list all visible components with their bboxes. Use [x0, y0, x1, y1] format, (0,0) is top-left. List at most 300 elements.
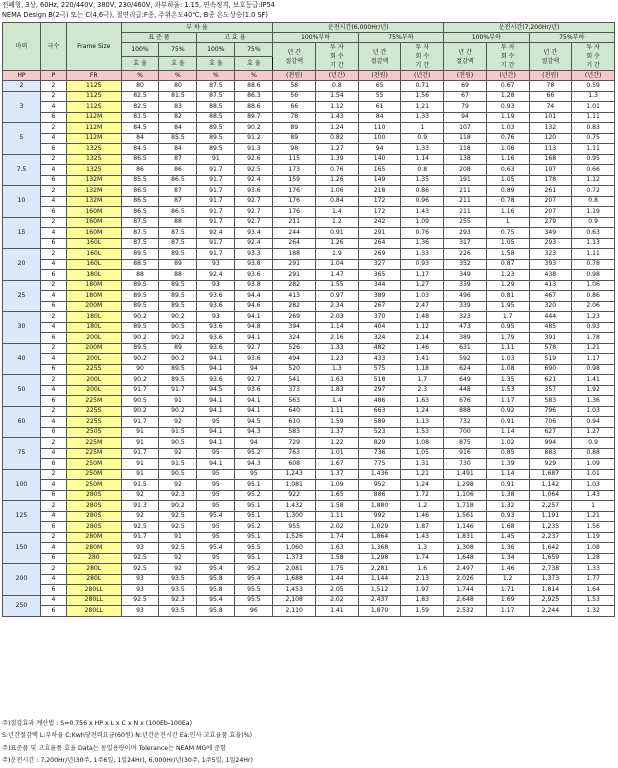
saving-cell: 485: [529, 322, 572, 333]
saving-cell: 61: [358, 102, 401, 113]
efficiency-cell: 92.3: [159, 490, 197, 501]
col-op6000-header: 운전시간(6,000Hr/년): [273, 23, 444, 33]
efficiency-cell: 91.7: [197, 165, 235, 176]
efficiency-cell: 93: [197, 259, 235, 270]
efficiency-cell: 93.6: [197, 301, 235, 312]
pole-cell: 6: [40, 333, 66, 344]
payback-cell: 2.13: [401, 574, 444, 585]
unit-year: (년간): [401, 71, 444, 81]
frame-cell: 132S: [67, 165, 122, 176]
payback-cell: 2.05: [316, 585, 359, 596]
payback-cell: 1.95: [486, 301, 529, 312]
payback-cell: 0.86: [572, 291, 615, 302]
efficiency-cell: 94.6: [235, 301, 273, 312]
saving-cell: 320: [529, 301, 572, 312]
payback-cell: 1.69: [486, 595, 529, 606]
saving-cell: 1,432: [273, 501, 316, 512]
frame-cell: 200M: [67, 343, 122, 354]
efficiency-cell: 85.5: [159, 133, 197, 144]
efficiency-cell: 95.4: [235, 574, 273, 585]
saving-cell: 1,648: [444, 553, 487, 564]
payback-cell: 1.11: [316, 406, 359, 417]
efficiency-cell: 95: [197, 480, 235, 491]
efficiency-cell: 87.5: [159, 238, 197, 249]
saving-cell: 1,659: [529, 553, 572, 564]
payback-cell: 1.54: [316, 91, 359, 102]
saving-cell: 323: [529, 249, 572, 260]
table-row: [3, 574, 615, 585]
payback-cell: 1.63: [316, 543, 359, 554]
unit-pct: %: [235, 71, 273, 81]
pole-cell: 2: [40, 280, 66, 291]
efficiency-cell: 94.1: [235, 396, 273, 407]
frame-cell: 280LL: [67, 595, 122, 606]
pole-cell: 2: [40, 123, 66, 134]
saving-cell: 404: [358, 322, 401, 333]
saving-cell: 518: [358, 375, 401, 386]
saving-cell: 1,298: [444, 480, 487, 491]
efficiency-cell: 89.5: [159, 291, 197, 302]
efficiency-cell: 81.5: [121, 112, 159, 123]
frame-cell: 160M: [67, 217, 122, 228]
saving-cell: 394: [273, 322, 316, 333]
payback-cell: 0.76: [486, 133, 529, 144]
efficiency-cell: 86.5: [121, 196, 159, 207]
efficiency-cell: 95.8: [197, 585, 235, 596]
unit-hp: HP: [3, 71, 41, 81]
efficiency-cell: 93.6: [235, 270, 273, 281]
payback-cell: 1.33: [401, 144, 444, 155]
payback-cell: 1.22: [316, 438, 359, 449]
payback-cell: 1.48: [401, 312, 444, 323]
saving-cell: 389: [358, 291, 401, 302]
efficiency-cell: 89.5: [159, 364, 197, 375]
table-row: [3, 522, 615, 533]
efficiency-cell: 95.1: [235, 480, 273, 491]
table-row: [3, 165, 615, 176]
saving-cell: 621: [529, 375, 572, 386]
efficiency-cell: 86: [121, 165, 159, 176]
saving-cell: 323: [444, 312, 487, 323]
frame-cell: 280LL: [67, 606, 122, 617]
saving-cell: 1,814: [529, 585, 572, 596]
efficiency-cell: 93: [121, 585, 159, 596]
efficiency-cell: 94.1: [197, 364, 235, 375]
payback-cell: 0.67: [486, 81, 529, 92]
hp-cell: 25: [3, 280, 41, 312]
table-row: [3, 186, 615, 197]
pole-cell: 6: [40, 144, 66, 155]
table-row: [3, 480, 615, 491]
payback-cell: 0.9: [401, 133, 444, 144]
efficiency-cell: 89: [159, 259, 197, 270]
efficiency-cell: 91.7: [121, 448, 159, 459]
hp-cell: 125: [3, 501, 41, 533]
saving-cell: 2,081: [273, 564, 316, 575]
saving-cell: 176: [273, 186, 316, 197]
payback-cell: 1.06: [316, 186, 359, 197]
payback-cell: 1.01: [316, 448, 359, 459]
efficiency-cell: 92.5: [121, 564, 159, 575]
payback-cell: 2.06: [572, 301, 615, 312]
payback-cell: 0.63: [572, 228, 615, 239]
payback-cell: 1.37: [316, 469, 359, 480]
payback-cell: 1.26: [316, 175, 359, 186]
frame-cell: 180M: [67, 291, 122, 302]
eff-label: 효 율: [197, 57, 235, 71]
saving-cell: 486: [358, 396, 401, 407]
payback-cell: 1.12: [401, 322, 444, 333]
saving-cell: 65: [358, 81, 401, 92]
hp-cell: 50: [3, 375, 41, 407]
hp-cell: 100: [3, 469, 41, 501]
payback-cell: 0.8: [572, 196, 615, 207]
saving-cell: 523: [358, 427, 401, 438]
saving-cell: 2,497: [444, 564, 487, 575]
pole-cell: 2: [40, 564, 66, 575]
saving-cell: 389: [444, 333, 487, 344]
hp-cell: 250: [3, 595, 41, 616]
hp-cell: 30: [3, 312, 41, 344]
unit-year: (년간): [486, 71, 529, 81]
saving-cell: 244: [273, 228, 316, 239]
payback-cell: 1.33: [401, 249, 444, 260]
efficiency-cell: 93: [197, 280, 235, 291]
efficiency-cell: 90.2: [159, 333, 197, 344]
efficiency-cell: 89.5: [159, 249, 197, 260]
payback-cell: 1.13: [572, 238, 615, 249]
efficiency-cell: 89.5: [121, 301, 159, 312]
pole-cell: 2: [40, 343, 66, 354]
payback-cell: 0.92: [486, 406, 529, 417]
saving-cell: 211: [444, 196, 487, 207]
saving-cell: 888: [444, 406, 487, 417]
saving-cell: 994: [529, 438, 572, 449]
efficiency-cell: 86.3: [235, 91, 273, 102]
efficiency-cell: 95: [197, 522, 235, 533]
payback-cell: 0.87: [486, 259, 529, 270]
efficiency-cell: 91: [121, 459, 159, 470]
saving-cell: 149: [358, 175, 401, 186]
pole-cell: 4: [40, 417, 66, 428]
saving-cell: 1,526: [273, 532, 316, 543]
payback-cell: 1.39: [486, 459, 529, 470]
payback-cell: 1.12: [572, 175, 615, 186]
payback-cell: 0.93: [401, 259, 444, 270]
saving-cell: 89: [273, 133, 316, 144]
pole-cell: 4: [40, 354, 66, 365]
saving-cell: 66: [529, 91, 572, 102]
saving-header: 년 간 절감액: [529, 43, 572, 71]
payback-cell: 1.46: [401, 343, 444, 354]
efficiency-cell: 95.1: [235, 501, 273, 512]
saving-cell: 482: [358, 343, 401, 354]
payback-cell: 0.78: [486, 196, 529, 207]
efficiency-cell: 92.5: [159, 511, 197, 522]
frame-cell: 280S: [67, 511, 122, 522]
table-row: [3, 228, 615, 239]
saving-cell: 1,308: [444, 543, 487, 554]
payback-cell: 1.9: [316, 249, 359, 260]
saving-cell: 107: [444, 123, 487, 134]
efficiency-cell: 94.1: [197, 438, 235, 449]
frame-cell: 225S: [67, 417, 122, 428]
efficiency-cell: 90: [121, 364, 159, 375]
saving-cell: 519: [529, 354, 572, 365]
frame-cell: 225S: [67, 364, 122, 375]
efficiency-cell: 90.2: [121, 375, 159, 386]
frame-cell: 250S: [67, 427, 122, 438]
saving-cell: 929: [529, 459, 572, 470]
payback-cell: 1.09: [316, 480, 359, 491]
pole-cell: 4: [40, 259, 66, 270]
efficiency-cell: 92.5: [121, 553, 159, 564]
spec-line-2: NEMA Design B(2극) 또는 C(4,6극), 절연리급:F종, 주위온도40℃, B종 온도상승(1.0 SF): [2, 11, 268, 19]
payback-cell: 2.3: [401, 385, 444, 396]
efficiency-cell: 93.6: [197, 291, 235, 302]
col-frame-header: Frame Size: [67, 23, 122, 71]
saving-cell: 1,491: [444, 469, 487, 480]
saving-cell: 992: [358, 511, 401, 522]
saving-cell: 1,235: [529, 522, 572, 533]
payback-cell: 1.14: [486, 427, 529, 438]
table-row: [3, 438, 615, 449]
table-row: [3, 375, 615, 386]
efficiency-cell: 94.3: [235, 459, 273, 470]
table-row: [3, 417, 615, 428]
efficiency-cell: 80: [159, 81, 197, 92]
frame-cell: 160M: [67, 228, 122, 239]
saving-header: 년 간 절감액: [444, 43, 487, 71]
efficiency-cell: 90.5: [121, 396, 159, 407]
saving-cell: 1,029: [358, 522, 401, 533]
payback-cell: 0.96: [401, 196, 444, 207]
pole-cell: 2: [40, 154, 66, 165]
efficiency-cell: 93.6: [235, 385, 273, 396]
efficiency-cell: 91: [159, 532, 197, 543]
saving-cell: 197: [529, 165, 572, 176]
saving-cell: 207: [529, 207, 572, 218]
efficiency-cell: 91.7: [159, 385, 197, 396]
unit-won: (천원): [358, 71, 401, 81]
table-row: [3, 385, 615, 396]
pole-cell: 2: [40, 532, 66, 543]
efficiency-cell: 89.5: [159, 301, 197, 312]
pole-cell: 4: [40, 574, 66, 585]
efficiency-cell: 89.5: [121, 322, 159, 333]
table-row: [3, 364, 615, 375]
payback-cell: 1.41: [572, 375, 615, 386]
payback-cell: 1.37: [316, 427, 359, 438]
table-row: [3, 501, 615, 512]
saving-cell: 2,437: [358, 595, 401, 606]
table-body: [3, 81, 615, 617]
saving-cell: 729: [273, 438, 316, 449]
saving-cell: 448: [444, 385, 487, 396]
saving-cell: 1,512: [358, 585, 401, 596]
payback-cell: 1.43: [316, 112, 359, 123]
saving-cell: 211: [444, 186, 487, 197]
efficiency-cell: 93: [197, 312, 235, 323]
saving-cell: 138: [444, 154, 487, 165]
saving-cell: 1,687: [529, 469, 572, 480]
payback-cell: 1.32: [486, 501, 529, 512]
efficiency-cell: 92.4: [235, 238, 273, 249]
saving-cell: 56: [273, 91, 316, 102]
saving-cell: 2,257: [529, 501, 572, 512]
eff-label: 효 율: [159, 57, 197, 71]
payback-cell: 1.3: [572, 91, 615, 102]
payback-cell: 1.43: [401, 207, 444, 218]
efficiency-cell: 95.8: [197, 606, 235, 617]
pole-cell: 6: [40, 301, 66, 312]
efficiency-cell: 92: [159, 417, 197, 428]
saving-cell: 1,300: [273, 511, 316, 522]
efficiency-cell: 93.5: [159, 606, 197, 617]
payback-cell: 1.11: [316, 511, 359, 522]
saving-cell: 1,298: [358, 553, 401, 564]
efficiency-cell: 90.5: [159, 438, 197, 449]
payback-header: 투 자 회 수 기 간: [401, 43, 444, 71]
saving-cell: 1,561: [444, 511, 487, 522]
efficiency-cell: 91.5: [159, 427, 197, 438]
table-row: [3, 532, 615, 543]
efficiency-cell: 87.5: [197, 81, 235, 92]
efficiency-cell: 95.4: [197, 595, 235, 606]
efficiency-cell: 88.5: [121, 259, 159, 270]
pole-cell: 2: [40, 406, 66, 417]
efficiency-cell: 95.2: [235, 448, 273, 459]
saving-cell: 413: [529, 280, 572, 291]
pole-cell: 2: [40, 438, 66, 449]
table-row: [3, 154, 615, 165]
payback-cell: 1.74: [316, 532, 359, 543]
hp-cell: 5: [3, 123, 41, 155]
efficiency-cell: 92: [159, 480, 197, 491]
payback-cell: 1.43: [572, 490, 615, 501]
hp-cell: 2: [3, 81, 41, 92]
payback-cell: 0.8: [401, 165, 444, 176]
efficiency-cell: 92: [121, 490, 159, 501]
efficiency-cell: 95.4: [197, 564, 235, 575]
efficiency-cell: 94.1: [197, 354, 235, 365]
efficiency-cell: 93.4: [235, 228, 273, 239]
payback-cell: 1.58: [316, 553, 359, 564]
table-row: [3, 144, 615, 155]
saving-cell: 520: [273, 364, 316, 375]
payback-cell: 1.29: [486, 280, 529, 291]
hp-cell: 200: [3, 564, 41, 596]
payback-cell: 1.6: [401, 564, 444, 575]
efficiency-cell: 95.4: [197, 543, 235, 554]
saving-cell: 176: [273, 196, 316, 207]
frame-cell: 112M: [67, 112, 122, 123]
saving-cell: 2,026: [444, 574, 487, 585]
unit-pole: P: [40, 71, 66, 81]
efficiency-cell: 89.5: [159, 280, 197, 291]
payback-cell: 1.72: [401, 490, 444, 501]
efficiency-cell: 91.7: [197, 186, 235, 197]
col-std-header: 표 준 품: [121, 33, 197, 43]
payback-header: 투 자 회 수 기 간: [572, 43, 615, 71]
payback-cell: 1.12: [316, 102, 359, 113]
payback-cell: 1.23: [486, 270, 529, 281]
payback-cell: 1.45: [486, 532, 529, 543]
payback-cell: 1.04: [316, 259, 359, 270]
payback-cell: 0.82: [316, 133, 359, 144]
saving-cell: 79: [444, 102, 487, 113]
saving-cell: 58: [273, 81, 316, 92]
table-row: [3, 553, 615, 564]
efficiency-cell: 95.2: [235, 490, 273, 501]
efficiency-cell: 92.5: [159, 522, 197, 533]
efficiency-cell: 92.7: [235, 196, 273, 207]
saving-cell: 168: [529, 154, 572, 165]
efficiency-cell: 89.5: [197, 133, 235, 144]
pole-cell: 2: [40, 217, 66, 228]
unit-frame: FR: [67, 71, 122, 81]
payback-cell: 1.32: [572, 606, 615, 617]
saving-cell: 282: [273, 301, 316, 312]
payback-cell: 1.03: [486, 354, 529, 365]
table-row: [3, 291, 615, 302]
saving-cell: 74: [529, 102, 572, 113]
payback-cell: 0.75: [486, 228, 529, 239]
frame-cell: 160L: [67, 259, 122, 270]
frame-cell: 280LL: [67, 585, 122, 596]
saving-cell: 1,368: [358, 543, 401, 554]
pole-cell: 2: [40, 375, 66, 386]
efficiency-cell: 88: [159, 217, 197, 228]
frame-cell: 132S: [67, 144, 122, 155]
efficiency-cell: 95.2: [235, 522, 273, 533]
payback-cell: 1.2: [316, 217, 359, 228]
unit-won: (천원): [444, 71, 487, 81]
table-row: [3, 280, 615, 291]
saving-cell: 583: [273, 427, 316, 438]
efficiency-cell: 91: [197, 154, 235, 165]
efficiency-cell: 93: [121, 574, 159, 585]
payback-cell: 0.81: [486, 291, 529, 302]
table-row: [3, 249, 615, 260]
table-row: [3, 81, 615, 92]
unit-year: (년간): [572, 71, 615, 81]
efficiency-cell: 88: [159, 270, 197, 281]
saving-cell: 610: [273, 417, 316, 428]
saving-cell: 78: [273, 112, 316, 123]
payback-cell: 0.9: [572, 217, 615, 228]
payback-cell: 0.63: [486, 165, 529, 176]
saving-cell: 1,060: [273, 543, 316, 554]
saving-cell: 1,864: [358, 532, 401, 543]
efficiency-cell: 92.4: [197, 270, 235, 281]
efficiency-cell: 88.5: [197, 112, 235, 123]
payback-cell: 0.93: [572, 322, 615, 333]
efficiency-cell: 88.5: [197, 102, 235, 113]
saving-cell: 291: [358, 228, 401, 239]
frame-cell: 280S: [67, 522, 122, 533]
efficiency-cell: 92: [159, 564, 197, 575]
efficiency-cell: 85.5: [121, 175, 159, 186]
payback-cell: 1.06: [572, 280, 615, 291]
efficiency-cell: 89.5: [159, 375, 197, 386]
saving-cell: 1,373: [273, 553, 316, 564]
table-row: [3, 196, 615, 207]
payback-cell: 1.35: [401, 175, 444, 186]
saving-cell: 496: [444, 291, 487, 302]
pole-cell: 4: [40, 511, 66, 522]
saving-cell: 370: [358, 312, 401, 323]
